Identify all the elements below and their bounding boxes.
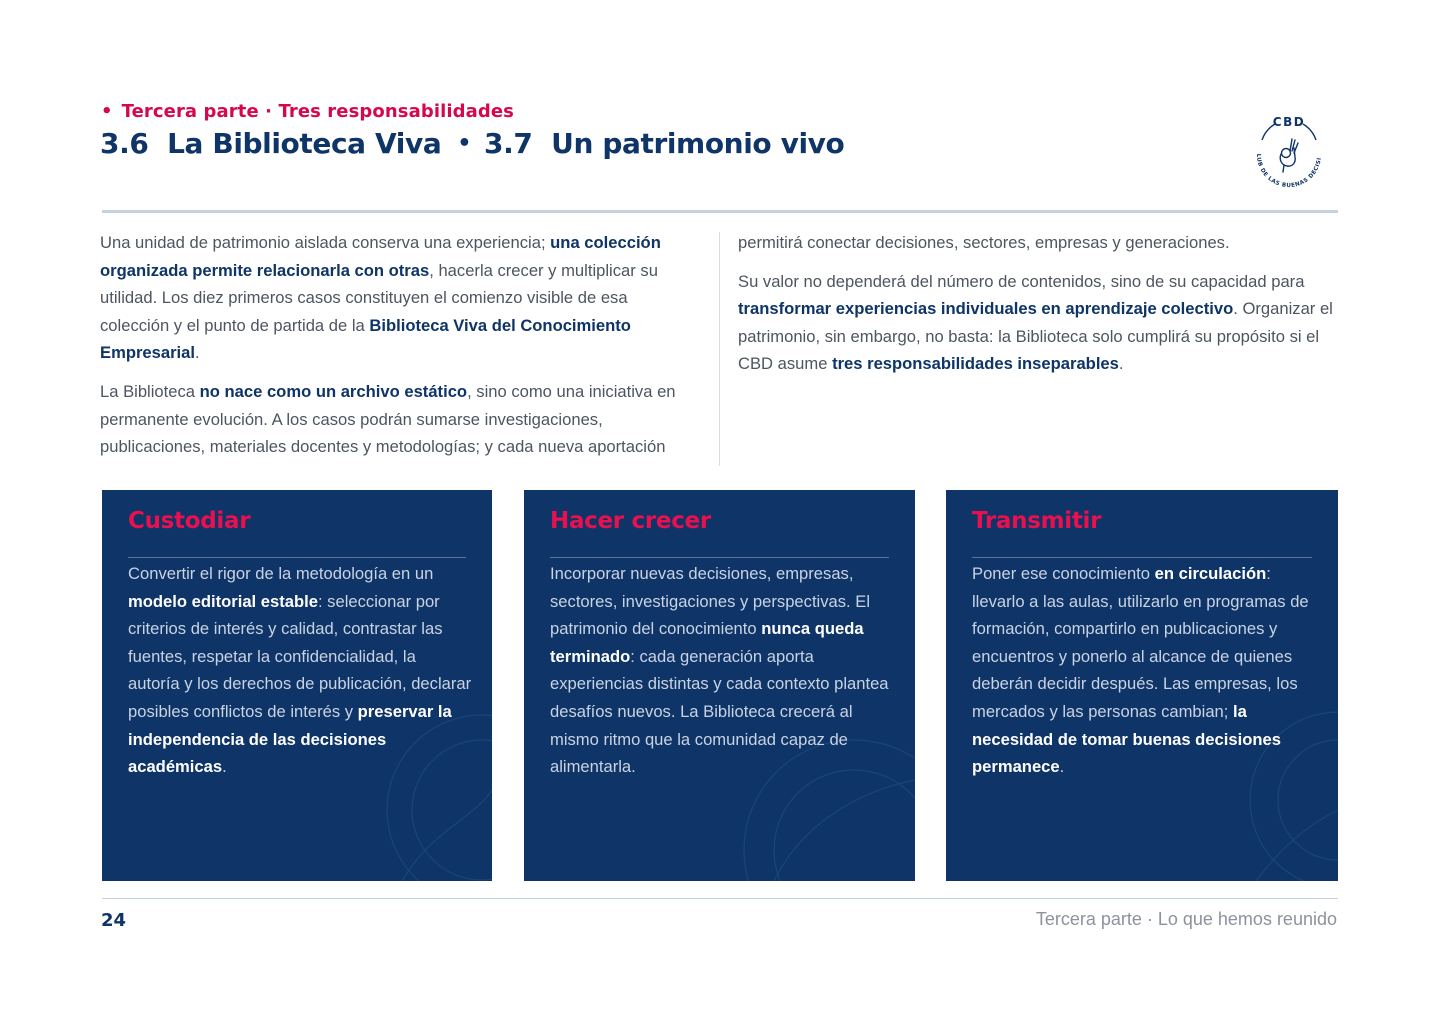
page-number: 24 <box>101 910 127 931</box>
section-kicker <box>101 101 514 122</box>
highlight-text: transformar experiencias individuales en aprendizaje colectivo <box>738 299 1234 319</box>
title-part-2: 3.7 Un patrimonio vivo <box>484 127 845 160</box>
card-hacer-crecer <box>524 490 915 881</box>
paragraph-text: . Organizar el patrimonio, sin embargo, no basta: la Biblioteca solo cumplirá su propósito si el CBD asume <box>738 299 1333 374</box>
card-text: . <box>222 757 227 777</box>
card-body <box>550 560 895 781</box>
title-part-1: 3.6 La Biblioteca Viva <box>100 127 442 160</box>
ok-hand-icon <box>1280 139 1298 172</box>
header-divider <box>102 210 1338 213</box>
card-divider <box>972 557 1312 558</box>
paragraph-text: , hacerla crecer y multiplicar su utilidad. Los diez primeros casos constituyen el comienzo visible de esa colección y el punto de partida de la <box>100 260 658 335</box>
card-text: Poner ese conocimiento <box>972 564 1155 583</box>
card-highlight: nunca queda terminado <box>550 619 864 666</box>
card-body <box>972 560 1318 781</box>
paragraph-text: La Biblioteca <box>100 381 200 401</box>
cbd-logo-graphic <box>1248 110 1330 192</box>
paragraph <box>738 268 1338 378</box>
column-divider <box>719 232 720 466</box>
logo-ring-text: LUB DE LAS BUENAS DECISI <box>1254 153 1323 190</box>
paragraph <box>100 378 700 461</box>
footer-section-title: Tercera parte · Lo que hemos reunido <box>1035 909 1337 929</box>
text-column-left <box>100 229 700 472</box>
text-column-right <box>738 229 1338 389</box>
card-highlight: en circulación <box>1154 564 1267 583</box>
card-highlight: la necesidad de tomar buenas decisiones permanece <box>972 701 1281 777</box>
logo-text: CBD <box>1272 115 1306 129</box>
paragraph-text: permitirá conectar decisiones, sectores, empresas y generaciones. <box>738 233 1230 252</box>
page-title <box>100 127 844 160</box>
footer-divider <box>102 898 1338 899</box>
card-text: : seleccionar por criterios de interés y calidad, contrastar las fuentes, respetar la confidencialidad, la autoría y los derechos de publicación, declarar posibles conflictos de interés y <box>128 591 472 721</box>
card-body <box>128 560 472 781</box>
card-title: Transmitir <box>972 508 1102 534</box>
highlight-text: una colección organizada permite relacionarla con otras <box>100 233 661 280</box>
card-title: Hacer crecer <box>550 508 711 534</box>
card-divider <box>550 557 889 558</box>
cbd-logo <box>1248 110 1330 192</box>
card-text: Incorporar nuevas decisiones, empresas, sectores, investigaciones y perspectivas. El patrimonio del conocimiento <box>550 564 871 639</box>
paragraph-text: Su valor no dependerá del número de contenidos, sino de su capacidad para <box>738 271 1305 291</box>
card-custodiar <box>102 490 492 881</box>
paragraph-text: . <box>195 343 200 363</box>
card-text: . <box>1059 757 1065 777</box>
card-highlight: preservar la independencia de las decisiones académicas <box>128 701 452 777</box>
card-highlight: modelo editorial estable <box>128 591 318 611</box>
paragraph-text: . <box>1118 354 1124 374</box>
paragraph-text: , sino como una iniciativa en permanente evolución. A los casos podrán sumarse investigaciones, publicaciones, materiales docentes y metodologías; y cada nueva aportación <box>100 381 676 457</box>
highlight-text: Biblioteca Viva del Conocimiento Empresarial <box>100 315 631 363</box>
title-separator: • <box>457 131 472 156</box>
highlight-text: no nace como un archivo estático <box>199 381 468 401</box>
paragraph <box>100 229 700 367</box>
kicker-text: Tercera parte · Tres responsabilidades <box>121 101 514 122</box>
card-title: Custodiar <box>128 508 251 534</box>
paragraph <box>738 229 1338 257</box>
card-text: : cada generación aporta experiencias distintas y cada contexto plantea desafíos nuevos. La Biblioteca crecerá al mismo ritmo que la comunidad capaz de alimentarla. <box>550 646 889 777</box>
paragraph-text: Una unidad de patrimonio aislada conserva una experiencia; <box>100 233 551 252</box>
card-transmitir <box>946 490 1338 881</box>
kicker-bullet: • <box>101 101 113 122</box>
highlight-text: tres responsabilidades inseparables <box>832 354 1119 374</box>
card-divider <box>128 557 466 558</box>
card-text: Convertir el rigor de la metodología en un <box>128 564 434 583</box>
card-text: : llevarlo a las aulas, utilizarlo en programas de formación, compartirlo en publicaciones y encuentros y ponerlo al alcance de quienes deberán decidir después. Las empresas, los mercados y las personas cambian; <box>972 564 1309 721</box>
